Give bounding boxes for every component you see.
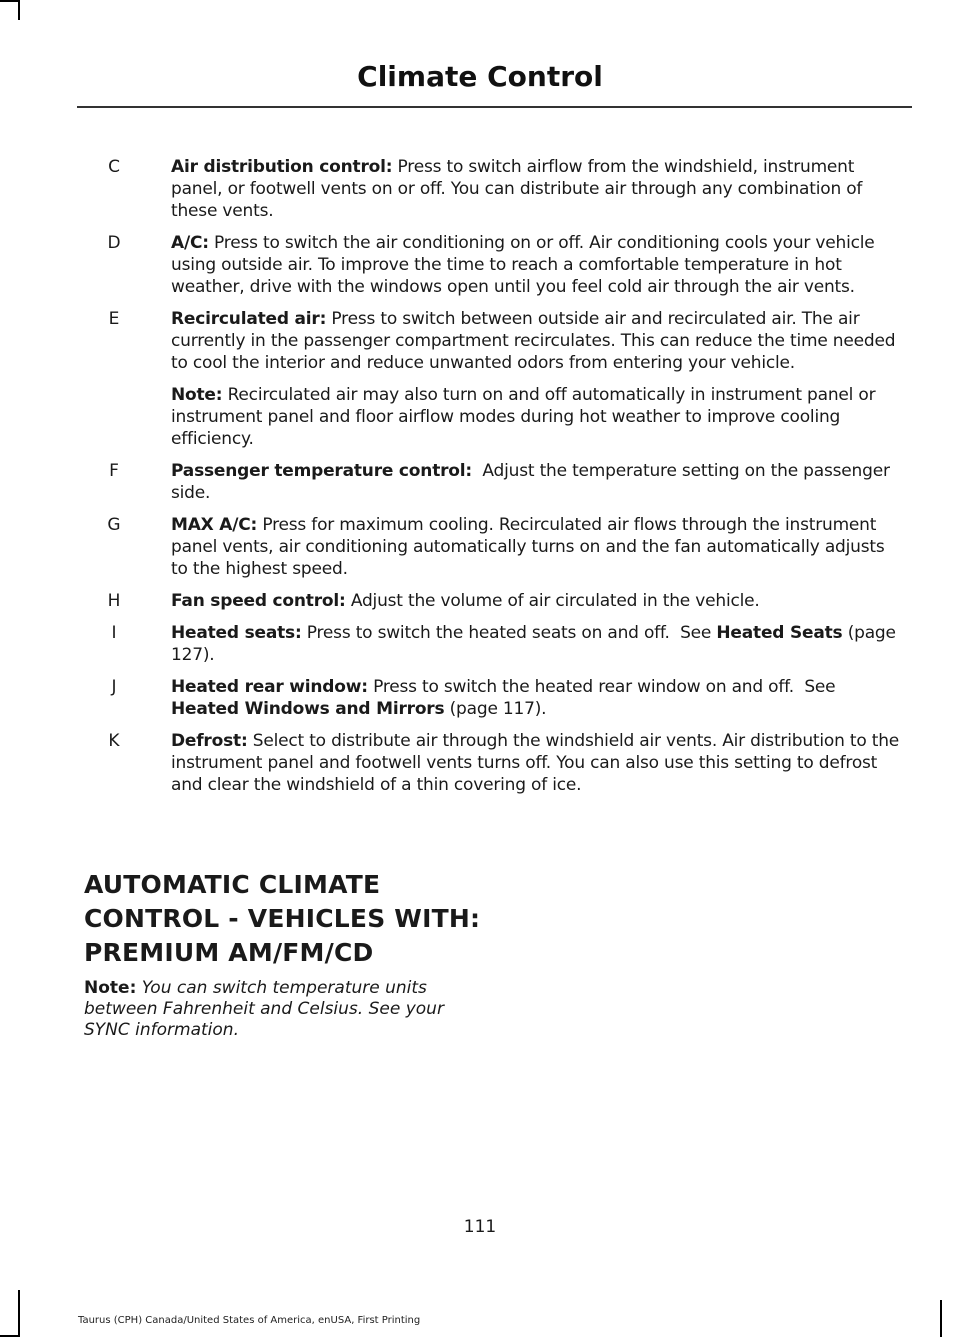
- item-description: [171, 308, 901, 450]
- item-letter: C: [108, 157, 120, 177]
- section-heading: [84, 868, 504, 970]
- item-description: [171, 622, 901, 666]
- note-text: Recirculated air may also turn on and off automatically in instrument panel or instrument panel and floor airflow modes during hot weather to improve cooling efficiency.: [171, 385, 876, 449]
- item-text: Press for maximum cooling. Recirculated air flows through the instrument panel vents, air conditioning automatically turns on and the fan automatically adjusts to the highest speed.: [171, 515, 885, 579]
- item-text: Press to switch the heated seats on and off. See: [301, 623, 717, 643]
- item-letter: J: [111, 677, 117, 697]
- item-term: Air distribution control:: [171, 157, 393, 177]
- item-text: Press to switch between outside air and recirculated air. The air currently in the passenger compartment recirculates. This can reduce the time needed to cool the interior and reduce unwanted odors from entering your vehicle.: [171, 309, 896, 373]
- crop-mark: [0, 0, 20, 2]
- section-note: [84, 978, 484, 1041]
- footer-text: Taurus (CPH) Canada/United States of America, enUSA, First Printing: [78, 1315, 421, 1326]
- item-description: [171, 460, 901, 504]
- section-heading-line: CONTROL - VEHICLES WITH:: [84, 904, 481, 933]
- item-letter: K: [108, 731, 120, 751]
- item-text: Press to switch the heated rear window on and off. See: [367, 677, 841, 697]
- item-text: Press to switch airflow from the windshield, instrument panel, or footwell vents on or off. You can distribute air through any combination of these vents.: [171, 157, 863, 221]
- item-term: Heated seats:: [171, 623, 302, 643]
- item-note: [171, 384, 901, 450]
- item-description: [171, 590, 901, 612]
- list-item: [0, 232, 960, 298]
- page-reference: (page 117).: [444, 699, 547, 719]
- list-item: [0, 622, 960, 666]
- item-text: Press to switch the air conditioning on or off. Air conditioning cools your vehicle using outside air. To improve the time to reach a comfortable temperature in hot weather, drive with the windows open until you feel cold air through the air vents.: [171, 233, 875, 297]
- item-letter: D: [107, 233, 121, 253]
- item-letter: E: [108, 309, 120, 329]
- note-label: Note:: [171, 385, 223, 405]
- cross-reference-link[interactable]: Heated Windows and Mirrors: [171, 699, 445, 719]
- control-descriptions-list: [0, 156, 960, 806]
- section-heading-line: PREMIUM AM/FM/CD: [84, 938, 374, 967]
- list-item: [0, 676, 960, 720]
- crop-mark: [18, 0, 20, 20]
- list-item: [0, 590, 960, 612]
- note-text: You can switch temperature units between Fahrenheit and Celsius. See your SYNC information.: [84, 978, 444, 1040]
- item-term: Defrost:: [171, 731, 248, 751]
- section-heading-line: AUTOMATIC CLIMATE: [84, 870, 381, 899]
- item-letter: G: [107, 515, 121, 535]
- item-text: Select to distribute air through the windshield air vents. Air distribution to the instrument panel and footwell vents turns off. You can also use this setting to defrost and clear the windshield of a thin covering of ice.: [171, 731, 900, 795]
- item-term: Heated rear window:: [171, 677, 368, 697]
- item-letter: F: [109, 461, 119, 481]
- note-label: Note:: [84, 978, 137, 998]
- page-reference: (page 127).: [171, 623, 896, 665]
- item-term: Recirculated air:: [171, 309, 327, 329]
- page-number: 111: [463, 1217, 497, 1237]
- item-text: Adjust the temperature setting on the passenger side.: [171, 461, 895, 503]
- crop-mark: [18, 1290, 20, 1337]
- crop-mark: [940, 1300, 942, 1337]
- list-item: [0, 730, 960, 796]
- list-item: [0, 460, 960, 504]
- item-letter: I: [111, 623, 117, 643]
- page-header-title: Climate Control: [357, 60, 603, 93]
- list-item: [0, 156, 960, 222]
- item-term: MAX A/C:: [171, 515, 258, 535]
- item-description: [171, 730, 901, 796]
- item-term: A/C:: [171, 233, 209, 253]
- item-description: [171, 156, 901, 222]
- item-term: Passenger temperature control:: [171, 461, 473, 481]
- header-divider: [77, 106, 912, 108]
- item-description: [171, 676, 901, 720]
- item-text: Adjust the volume of air circulated in the vehicle.: [345, 591, 760, 611]
- item-letter: H: [107, 591, 121, 611]
- list-item: [0, 514, 960, 580]
- item-term: Fan speed control:: [171, 591, 346, 611]
- cross-reference-link[interactable]: Heated Seats: [716, 623, 843, 643]
- list-item: [0, 308, 960, 450]
- item-description: [171, 232, 901, 298]
- item-description: [171, 514, 901, 580]
